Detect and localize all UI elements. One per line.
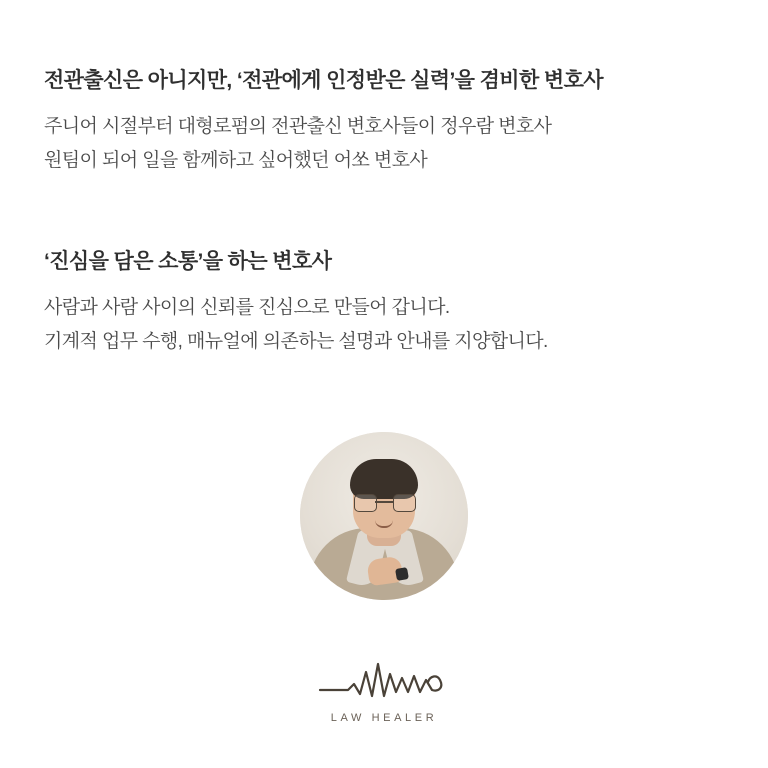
brand-name: LAW HEALER — [330, 712, 438, 724]
block-2-heading: ‘진심을 담은 소통’을 하는 변호사 — [44, 249, 332, 273]
portrait-glasses-bridge — [375, 501, 393, 503]
content-block-1 — [44, 66, 724, 177]
block-2-line-1: 사람과 사람 사이의 신뢰를 진심으로 만들어 갑니다. — [44, 297, 450, 319]
brand-footer — [0, 660, 768, 724]
avatar — [300, 432, 468, 600]
portrait-container — [0, 432, 768, 600]
portrait-glasses-right — [393, 494, 416, 512]
signature-squiggle-mark — [318, 660, 450, 702]
block-2-line-2: 기계적 업무 수행, 매뉴얼에 의존하는 설명과 안내를 지양합니다. — [44, 330, 548, 352]
portrait-glasses-left — [354, 494, 377, 512]
portrait-hair — [350, 459, 418, 499]
block-1-heading: 전관출신은 아니지만, ‘전관에게 인정받은 실력’을 겸비한 변호사 — [44, 69, 603, 92]
content-block-2 — [44, 247, 724, 358]
block-1-line-2: 원팀이 되어 일을 함께하고 싶어했던 어쏘 변호사 — [44, 149, 428, 171]
block-1-line-1: 주니어 시절부터 대형로펌의 전관출신 변호사들이 정우람 변호사 — [44, 116, 552, 138]
portrait-watch — [395, 567, 409, 581]
